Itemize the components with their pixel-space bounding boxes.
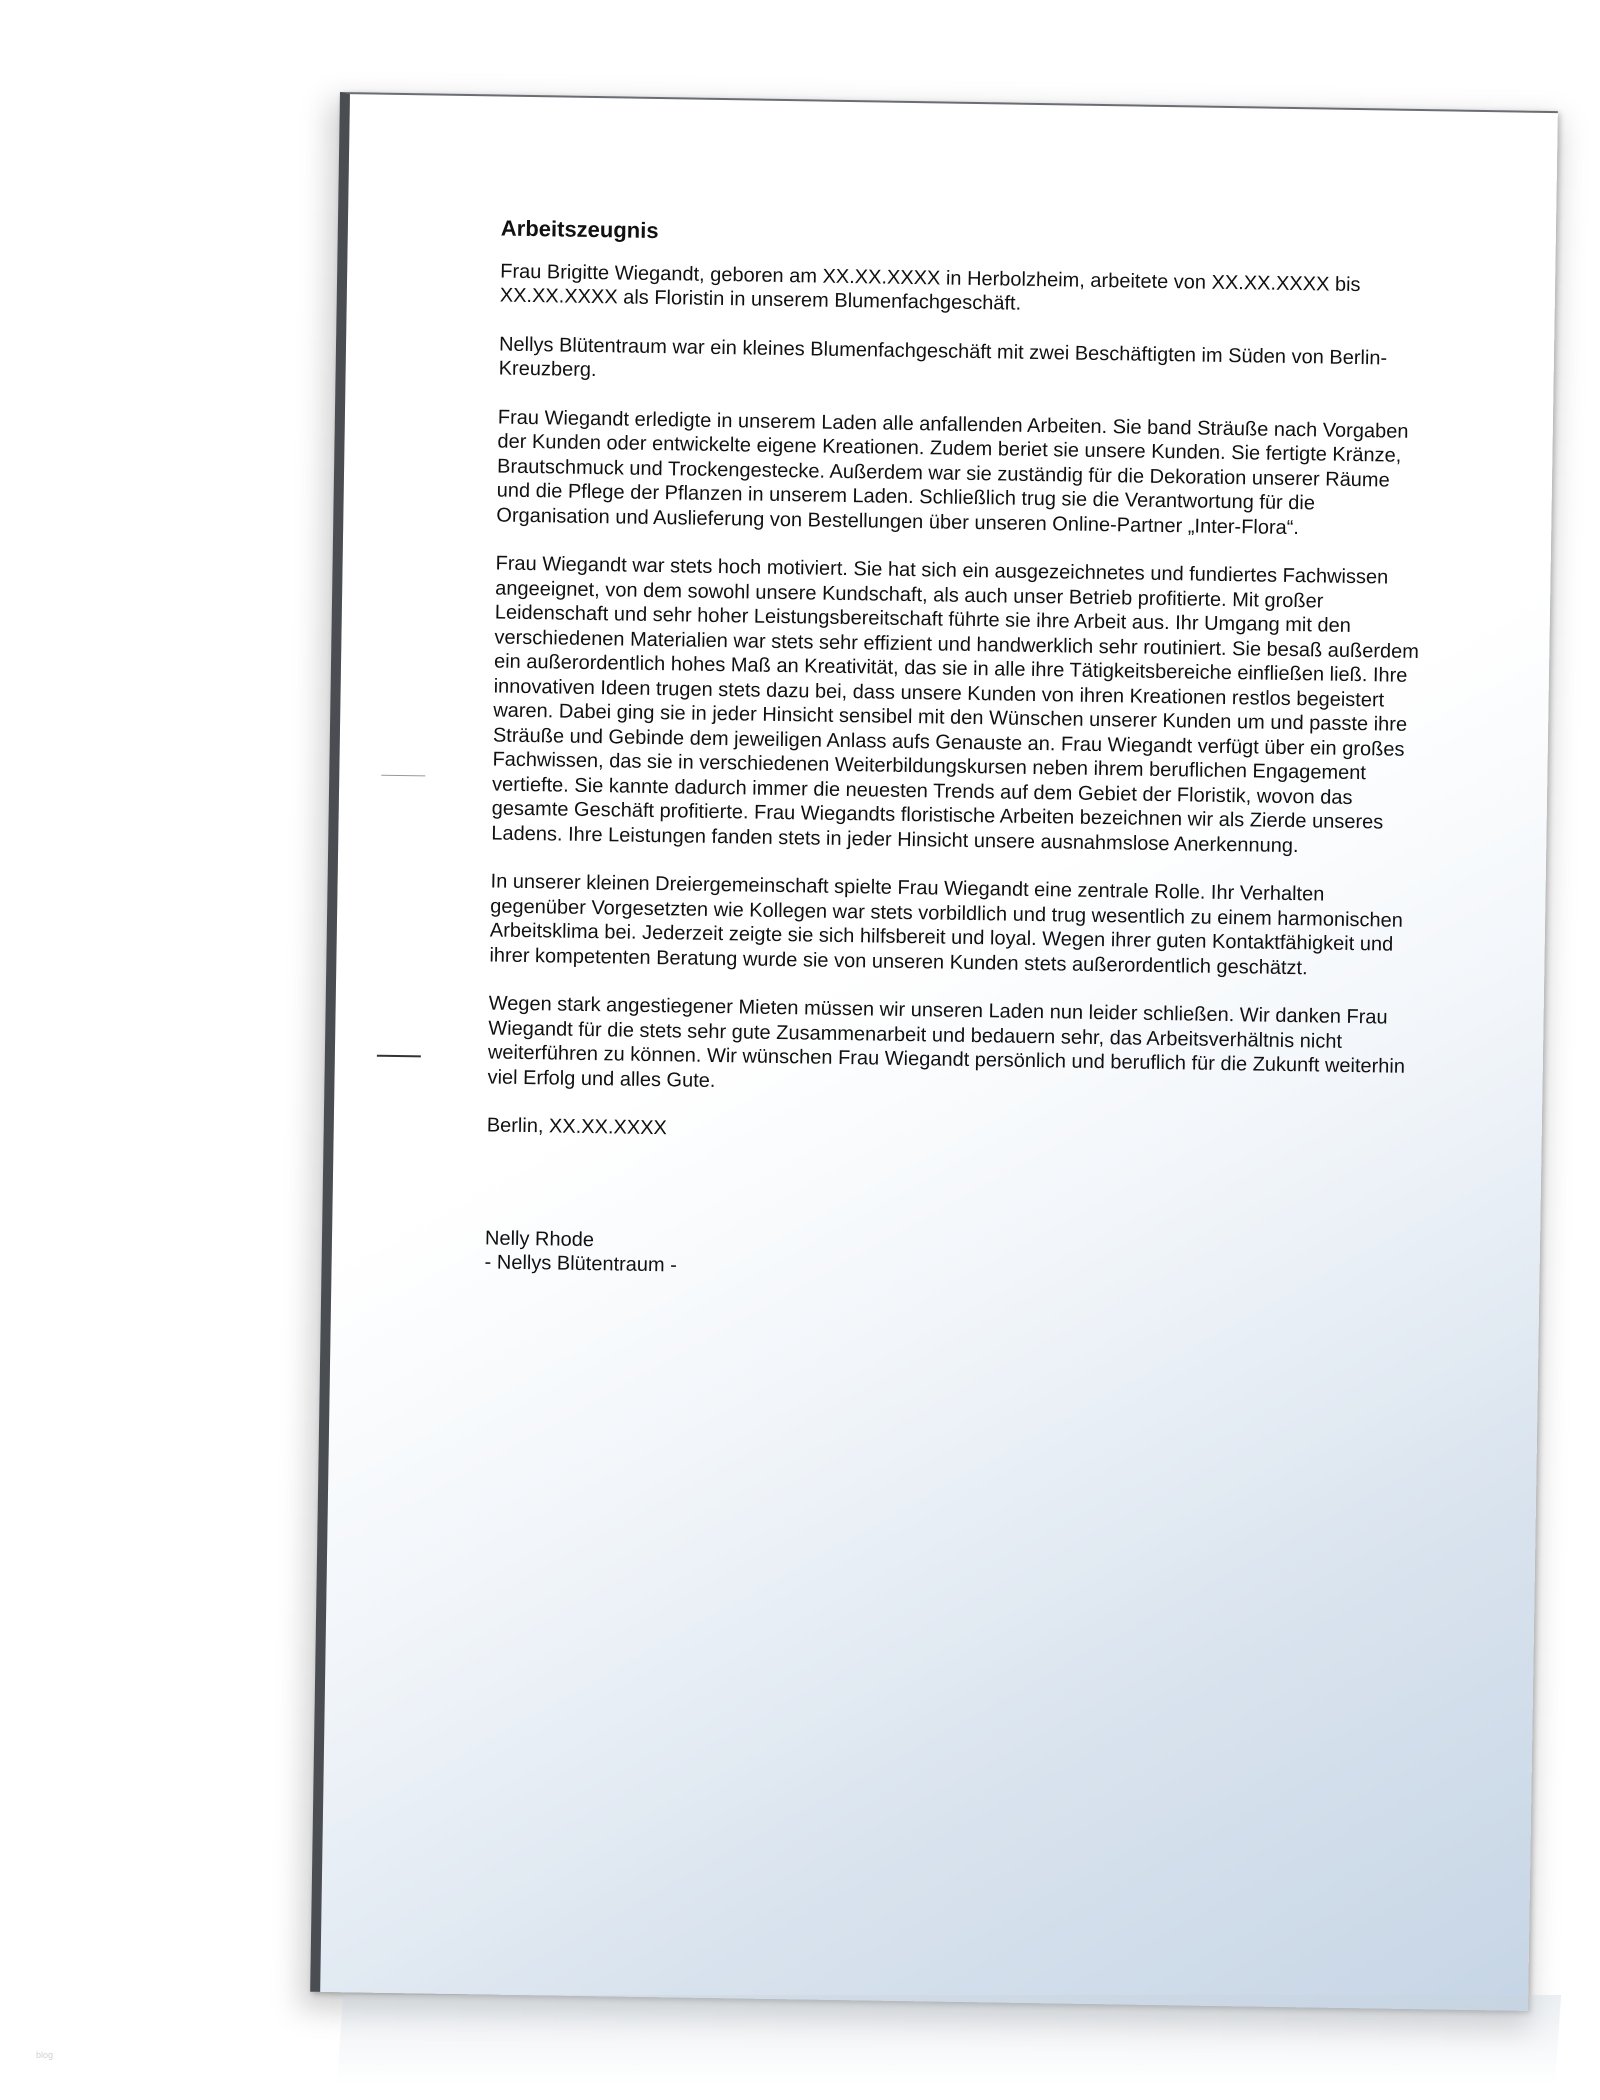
document-title: Arbeitszeugnis [500, 215, 659, 244]
paragraph-intro: Frau Brigitte Wiegandt, geboren am XX.XX.XXXX in Herbolzheim, arbeitete von XX.XX.XXXX bis XX.XX.XXXX als Floristin in unserem Blumenfachgeschäft. [499, 260, 1361, 315]
document-body [484, 217, 1431, 1290]
page-reflection [337, 1995, 1561, 2085]
watermark: blog [36, 2050, 54, 2060]
paragraph-duties: Frau Wiegandt erledigte in unserem Laden alle anfallenden Arbeiten. Sie band Sträuße nach Vorgaben der Kunden oder entwickelte eigene Kreationen. Zudem beriet sie unsere Kunden. Sie fertigte Kränze, Brautschmuck und Trockengestecke. Außerdem war sie zuständig für die Dekoration unserer Räume und die Pflege der Pflanzen in unserem Laden. Schließlich trug sie die Verantwortung für die Organisation und Auslieferung von Bestellungen über unseren Online-Partner „Inter-Flora“. [496, 406, 1409, 539]
paragraph-performance: Frau Wiegandt war stets hoch motiviert. Sie hat sich ein ausgezeichnetes und fundiertes Fachwissen angeeignet, von dem sowohl unsere Kundschaft, als auch unser Betrieb profitierte. Mit großer Leidenschaft und sehr hoher Leistungsbereitschaft führte sie ihre Arbeit aus. Ihr Umgang mit den verschiedenen Materialien war stets sehr effizient und handwerklich sehr routiniert. Sie besaß außerdem ein außerordentlich hohes Maß an Kreativität, das sie in alle ihre Tätigkeitsbereiche einfließen ließ. Ihre innovativen Ideen trugen stets dazu bei, dass unsere Kunden von ihren Kreationen restlos begeistert waren. Dabei ging sie in jeder Hinsicht sensibel mit den Wünschen unserer Kunden um und passte ihre Sträuße und Gebinde dem jeweiligen Anlass aufs Genauste an. Frau Wiegandt verfügt über ein großes Fachwissen, das sie in verschiedenen Weiterbildungskursen neben ihrem beruflichen Engagement vertiefte. Sie kannte dadurch immer die neuesten Trends auf dem Gebiet der Floristik, wovon das gesamte Geschäft profitierte. Frau Wiegandts floristische Arbeiten bezeichnen wir als Zierde unseres Ladens. Ihre Leistungen fanden stets in jeder Hinsicht unsere ausnahmslose Anerkennung. [491, 552, 1420, 857]
document-page [310, 92, 1558, 2011]
place-date: Berlin, XX.XX.XXXX [486, 1114, 668, 1140]
signature-company: - Nellys Blütentraum - [484, 1251, 678, 1277]
paragraph-conduct: In unserer kleinen Dreiergemeinschaft spielte Frau Wiegandt eine zentrale Rolle. Ihr Verhalten gegenüber Vorgesetzten wie Kollegen war stets vorbildlich und trug wesentlich zu einem harmonischen Arbeitsklima bei. Jederzeit zeigte sie sich hilfsbereit und loyal. Wegen ihrer guten Kontaktfähigkeit und ihrer kompetenten Beratung wurde sie von unseren Kunden stets außerordentlich geschätzt. [489, 870, 1404, 979]
fold-mark-middle [377, 1055, 421, 1058]
paragraph-company: Nellys Blütentraum war ein kleines Blumenfachgeschäft mit zwei Beschäftigten im Süden von Berlin-Kreuzberg. [498, 333, 1388, 382]
paragraph-closing: Wegen stark angestiegener Mieten müssen wir unseren Laden nun leider schließen. Wir danken Frau Wiegandt für die stets sehr gute Zusammenarbeit und bedauern sehr, das Arbeitsverhältnis nicht weiterführen zu können. Wir wünschen Frau Wiegandt persönlich und beruflich für die Zukunft weiterhin viel Erfolg und alles Gute. [487, 992, 1406, 1092]
fold-mark-top [381, 775, 425, 777]
signature-name: Nelly Rhode [484, 1226, 595, 1251]
